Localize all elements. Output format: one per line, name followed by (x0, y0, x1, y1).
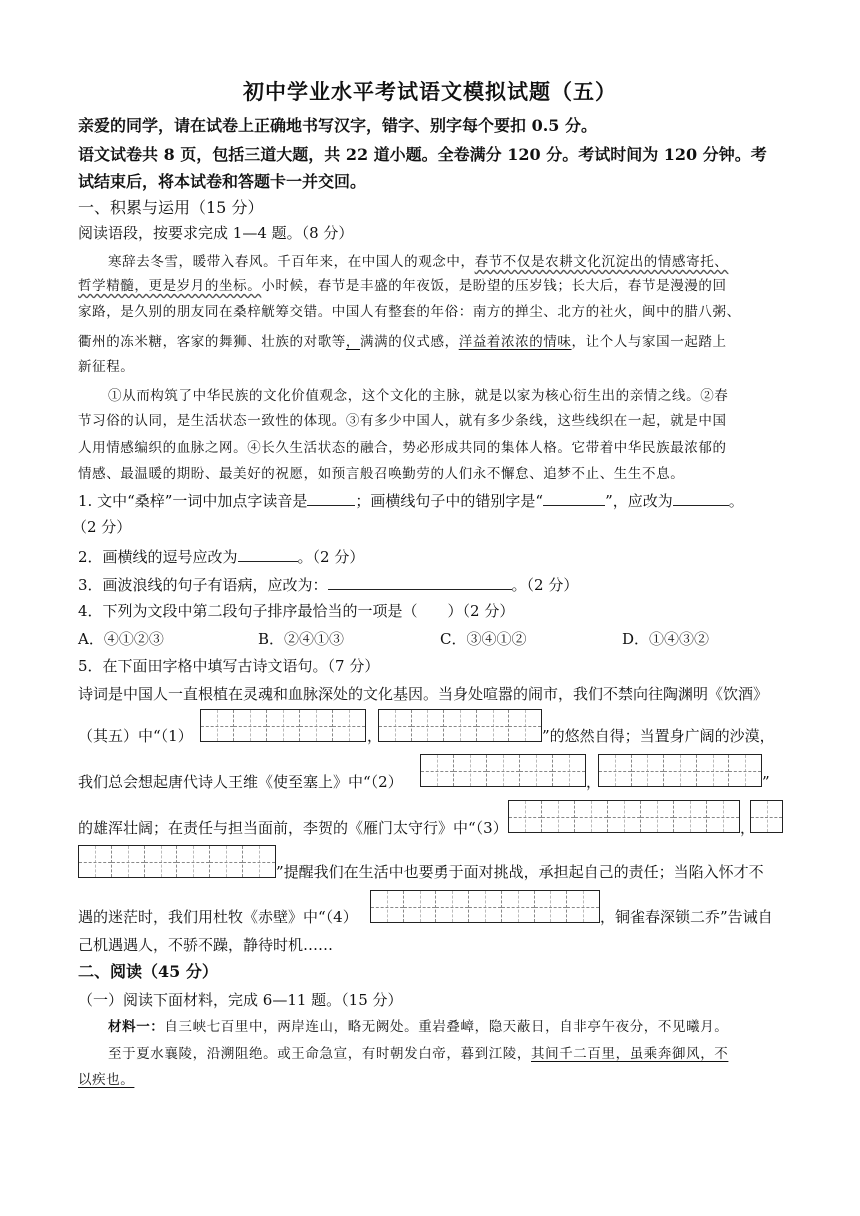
option-a[interactable]: A．④①②③ (78, 630, 164, 648)
question-2: 2．画横线的逗号应改为 。（2 分） (78, 548, 365, 566)
underlined-phrase: 洋益着浓浓的情味 (458, 334, 572, 350)
question-4: 4．下列为文段中第二段句子排序最恰当的一项是（ ）（2 分） (78, 602, 515, 620)
poem-line-4-prefix: 的雄浑壮阔；在责任与担当面前，李贺的《雁门太守行》中“（3） (78, 819, 508, 837)
answer-blank[interactable] (543, 490, 605, 506)
comma-separator: ， (367, 727, 383, 745)
passage-p2-line-1: ①从而构筑了中华民族的文化价值观念，这个文化的主脉，就是以家为核心衍生出的亲情之线。②春 (108, 388, 729, 404)
passage-p2-line-4: 情感、最温暖的期盼、最美好的祝愿，如预言般召唤勤劳的人们永不懈怠、追梦不止、生生不息。 (78, 466, 685, 482)
question-1: 1. 文中“桑梓”一词中加点字读音是 ；画横线句子中的错别字是“ ”，应改为 。 (78, 492, 744, 510)
option-b[interactable]: B．②④①③ (258, 630, 345, 648)
comma-separator: ， (586, 773, 602, 791)
close-quote: ” (762, 773, 770, 791)
passage-line-2: 哲学精髓，更是岁月的坐标。小时候，春节是丰盛的年夜饭，是盼望的压岁钱；长大后，春节是漫漫的回 (78, 278, 727, 294)
section-1-instruction: 阅读语段，按要求完成 1—4 题。（8 分） (78, 224, 354, 242)
passage-line-4: 衢州的冻米糖，客家的舞狮、壮族的对歌等，满满的仪式感，洋益着浓浓的情味，让个人与家国一起踏上 (78, 334, 727, 350)
tianzige-grid-3a[interactable] (508, 800, 740, 833)
passage-p2-line-3: 人用情感编织的血脉之网。④长久生活状态的融合，势必形成共同的集体人格。它带着中华民族最浓郁的 (78, 440, 727, 456)
passage-line-5: 新征程。 (78, 359, 135, 375)
page-title: 初中学业水平考试语文模拟试题（五） (243, 79, 617, 104)
wavy-sentence: 春节不仅是农耕文化沉淀出的情感寄托、 (474, 254, 729, 270)
underlined-comma: ， (345, 334, 361, 350)
wavy-sentence-end: 哲学精髓，更是岁月的坐标。 (78, 278, 262, 294)
poem-line-2-suffix: ”的悠然自得；当置身广阔的沙漠， (542, 727, 775, 745)
poem-intro-line: 诗词是中国人一直根植在灵魂和血脉深处的文化基因。当身处喧嚣的闹市，我们不禁向往陶渊明《饮酒》 (78, 685, 769, 703)
material-line-2: 至于夏水襄陵，沿溯阻绝。或王命急宣，有时朝发白帝，暮到江陵，其间千二百里，虽乘奔御风，不 (108, 1046, 729, 1062)
tianzige-grid-1a[interactable] (200, 709, 366, 742)
tianzige-grid-3b[interactable] (750, 800, 783, 833)
tianzige-grid-1b[interactable] (378, 709, 542, 742)
underlined-sentence: 其间千二百里，虽乘奔御风，不 (531, 1046, 729, 1062)
underlined-sentence-end: 以疾也。 (78, 1072, 135, 1088)
poem-line-6-suffix: ，铜雀春深锁二乔”告诫自 (600, 908, 773, 926)
material-line-1: 材料一：自三峡七百里中，两岸连山，略无阙处。重岩叠嶂，隐天蔽日，自非亭午夜分，不见曦月。 (108, 1019, 729, 1035)
poem-line-7: 己机遇遇人，不骄不躁，静待时机…… (78, 936, 334, 954)
tianzige-grid-2a[interactable] (420, 754, 586, 787)
comma-separator: ， (740, 819, 756, 837)
notice-line-1: 亲爱的同学，请在试卷上正确地书写汉字，错字、别字每个要扣 0.5 分。 (78, 116, 597, 135)
option-d[interactable]: D．①④③② (622, 630, 710, 648)
material-line-3 (78, 1070, 134, 1090)
notice-line-2: 语文试卷共 8 页，包括三道大题，共 22 道小题。全卷满分 120 分。考试时间为 120 分钟。考 (78, 145, 767, 164)
poem-line-2-prefix: （其五）中“（1） (78, 727, 193, 745)
answer-blank[interactable] (238, 546, 298, 562)
answer-blank[interactable] (673, 490, 729, 506)
question-3: 3．画波浪线的句子有语病，应改为： 。（2 分） (78, 576, 579, 594)
poem-line-3-prefix: 我们总会想起唐代诗人王维《使至塞上》中“（2） (78, 773, 403, 791)
passage-line-1: 寒辞去冬雪，暖带入春风。千百年来，在中国人的观念中，春节不仅是农耕文化沉淀出的情感寄托、 (108, 254, 729, 270)
notice-line-3: 试结束后，将本试卷和答题卡一并交回。 (78, 172, 367, 191)
poem-line-6-prefix: 遇的迷茫时，我们用杜牧《赤壁》中“（4） (78, 908, 358, 926)
answer-blank[interactable] (328, 574, 512, 590)
section-1-heading: 一、积累与运用（15 分） (78, 198, 264, 217)
section-2-heading: 二、阅读（45 分） (78, 962, 218, 981)
tianzige-grid-3c[interactable] (78, 845, 276, 878)
passage-p2-line-2: 节习俗的认同，是生活状态一致性的体现。③有多少中国人，就有多少条线，这些线织在一起，就是中国 (78, 413, 727, 429)
question-5: 5．在下面田字格中填写古诗文语句。（7 分） (78, 657, 380, 675)
tianzige-grid-4[interactable] (370, 890, 600, 923)
poem-line-5-suffix: ”提醒我们在生活中也要勇于面对挑战，承担起自己的责任；当陷入怀才不 (276, 863, 764, 881)
tianzige-grid-2b[interactable] (598, 754, 762, 787)
answer-blank[interactable] (307, 490, 355, 506)
material-label: 材料一： (108, 1019, 165, 1035)
passage-line-3: 家路，是久别的朋友同在桑梓觥筹交错。中国人有整套的年俗：南方的掸尘、北方的社火，闽中的腊八粥、 (78, 304, 741, 320)
section-2-instruction: （一）阅读下面材料，完成 6—11 题。（15 分） (78, 991, 403, 1009)
option-c[interactable]: C．③④①② (440, 630, 527, 648)
question-1-score: （2 分） (72, 518, 132, 536)
